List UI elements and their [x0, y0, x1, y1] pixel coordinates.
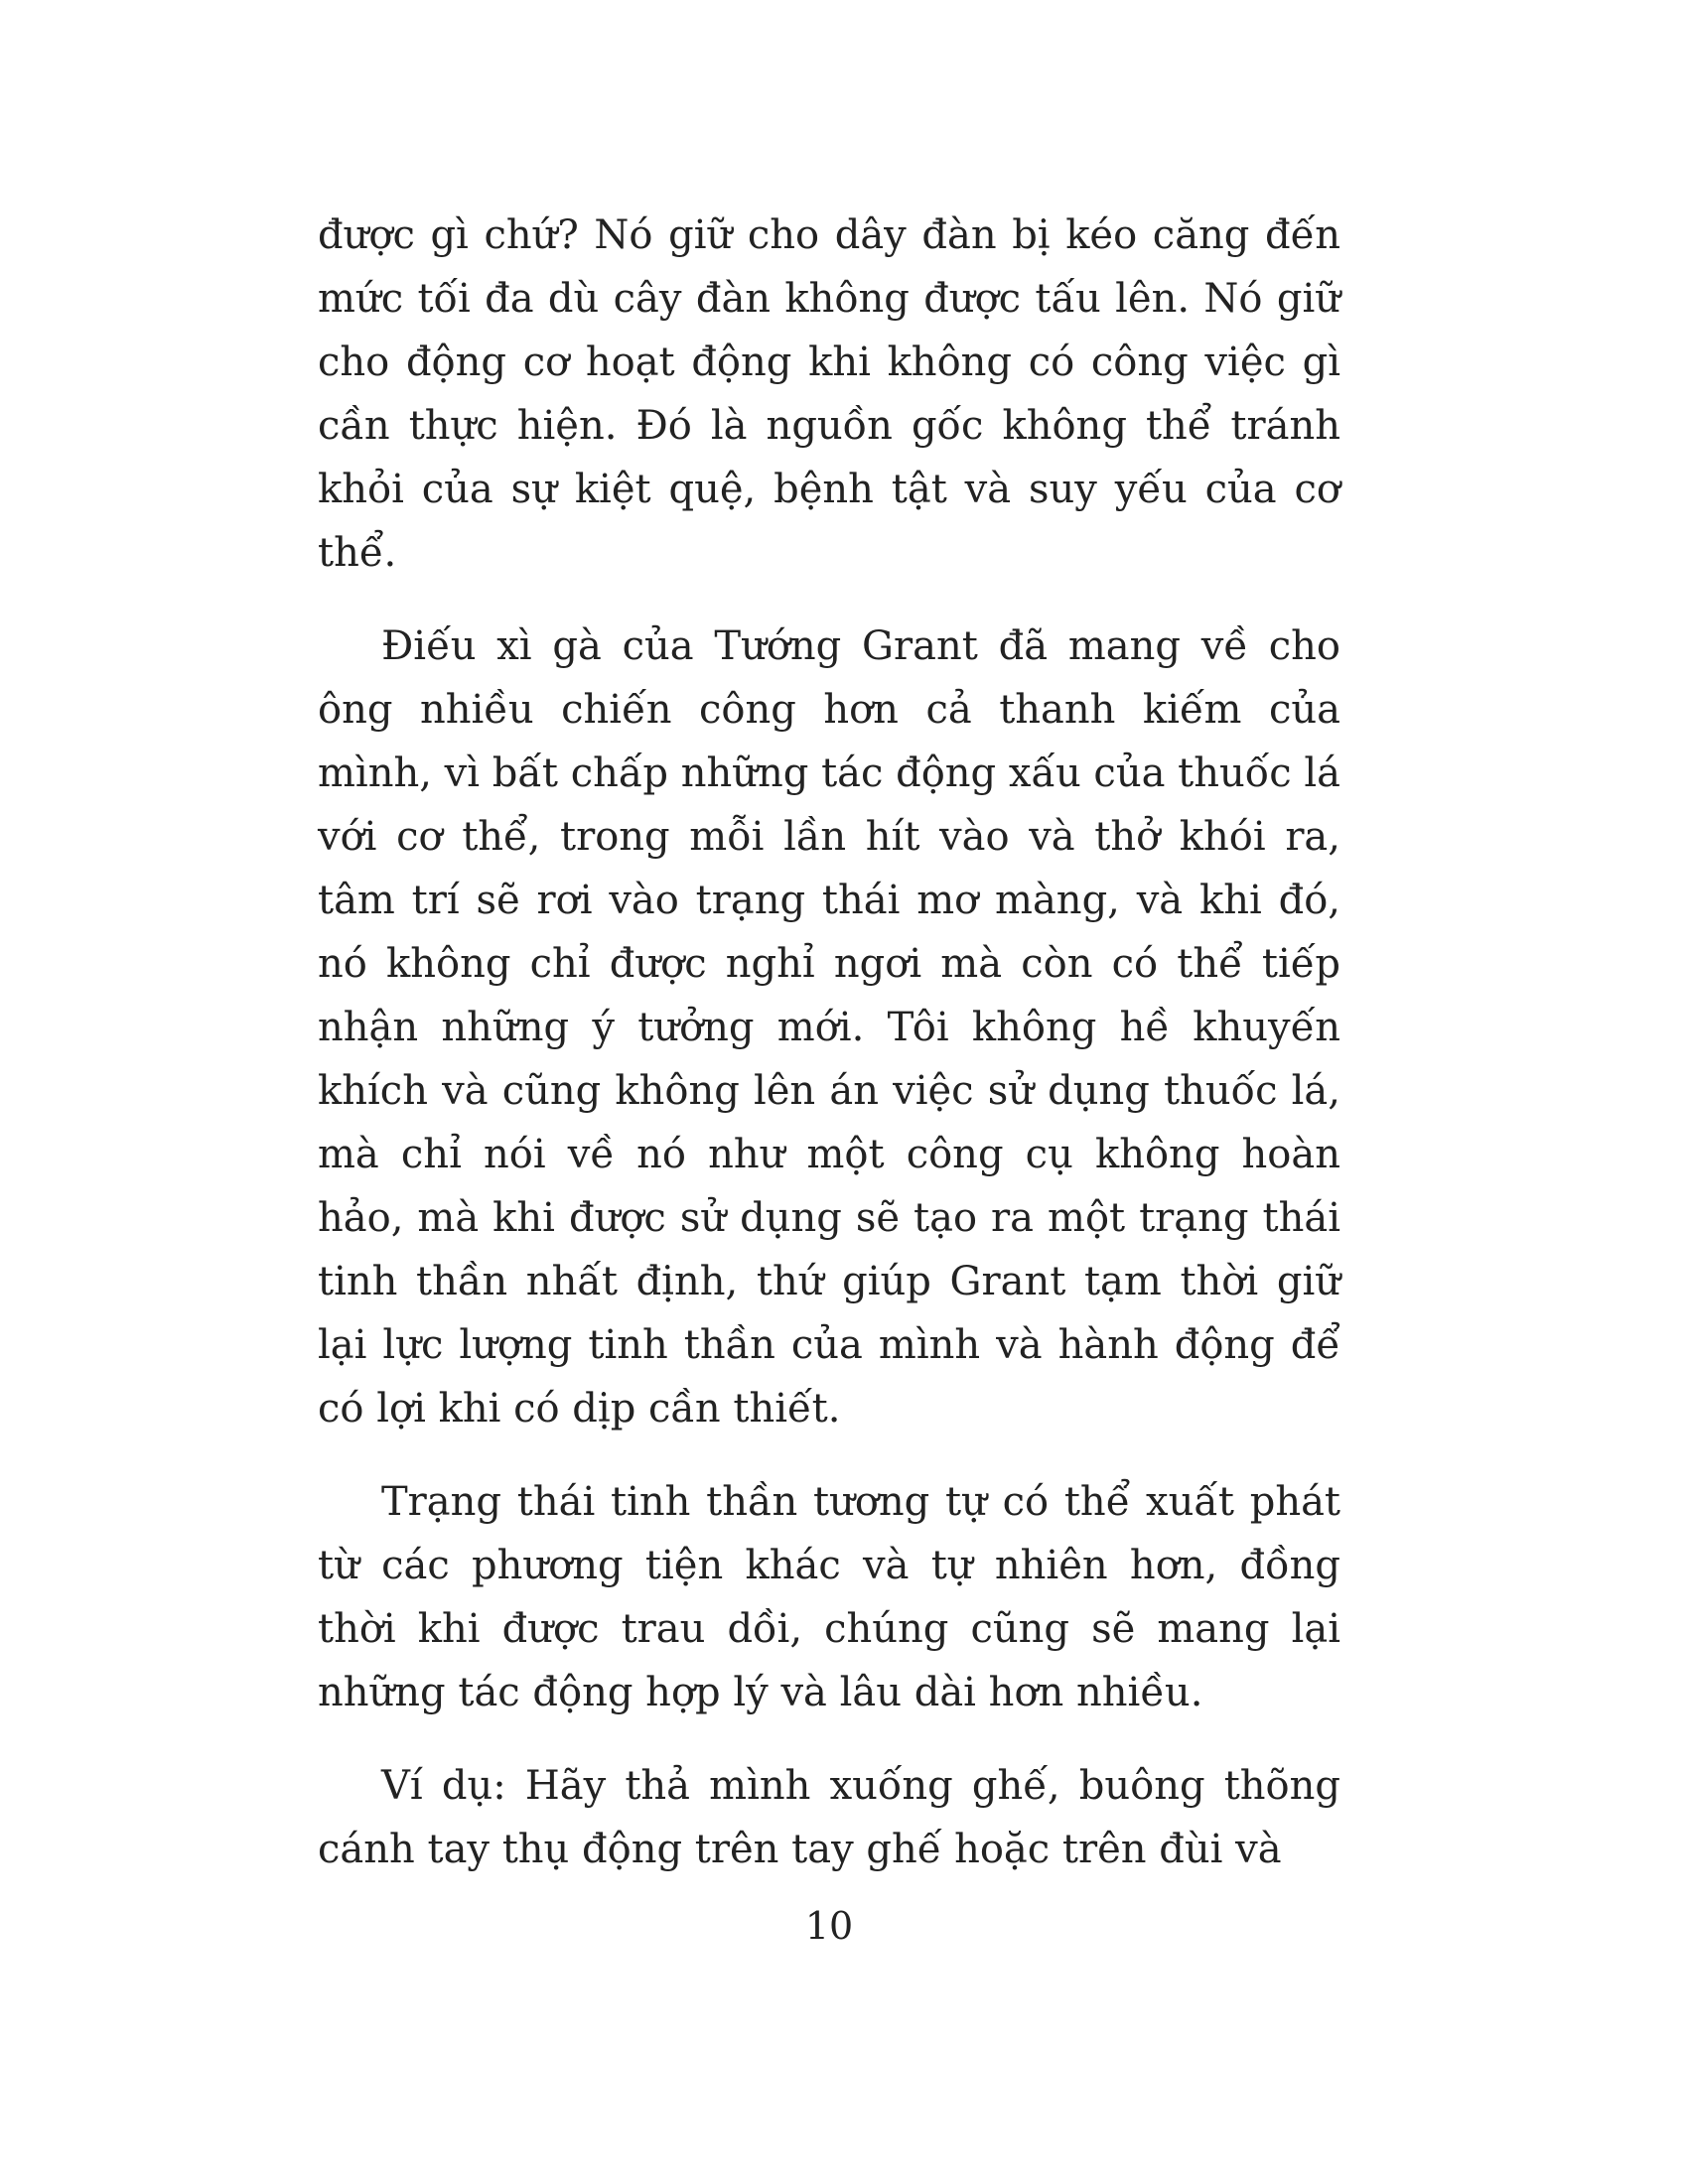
paragraph-4: Ví dụ: Hãy thả mình xuống ghế, buông thõng cánh tay thụ động trên tay ghế hoặc trên đùi và [318, 1763, 1340, 1872]
page-number: 10 [804, 1904, 854, 1948]
text-block [318, 204, 1340, 1911]
paragraph-2: Điếu xì gà của Tướng Grant đã mang về cho ông nhiều chiến công hơn cả thanh kiếm của mình, vì bất chấp những tác động xấu của thuốc lá với cơ thể, trong mỗi lần hít vào và thở khói ra, tâm trí sẽ rơi vào trạng thái mơ màng, và khi đó, nó không chỉ được nghỉ ngơi mà còn có thể tiếp nhận những ý tưởng mới. Tôi không hề khuyến khích và cũng không lên án việc sử dụng thuốc lá, mà chỉ nói về nó như một công cụ không hoàn hảo, mà khi được sử dụng sẽ tạo ra một trạng thái tinh thần nhất định, thứ giúp Grant tạm thời giữ lại lực lượng tinh thần của mình và hành động để có lợi khi có dịp cần thiết. [318, 623, 1340, 1432]
paragraph-1: được gì chứ? Nó giữ cho dây đàn bị kéo căng đến mức tối đa dù cây đàn không được tấu lên. Nó giữ cho động cơ hoạt động khi không có công việc gì cần thực hiện. Đó là nguồn gốc không thể tránh khỏi của sự kiệt quệ, bệnh tật và suy yếu của cơ thể. [318, 212, 1340, 576]
paragraph-3: Trạng thái tinh thần tương tự có thể xuất phát từ các phương tiện khác và tự nhiên hơn, đồng thời khi được trau dồi, chúng cũng sẽ mang lại những tác động hợp lý và lâu dài hơn nhiều. [318, 1479, 1340, 1715]
